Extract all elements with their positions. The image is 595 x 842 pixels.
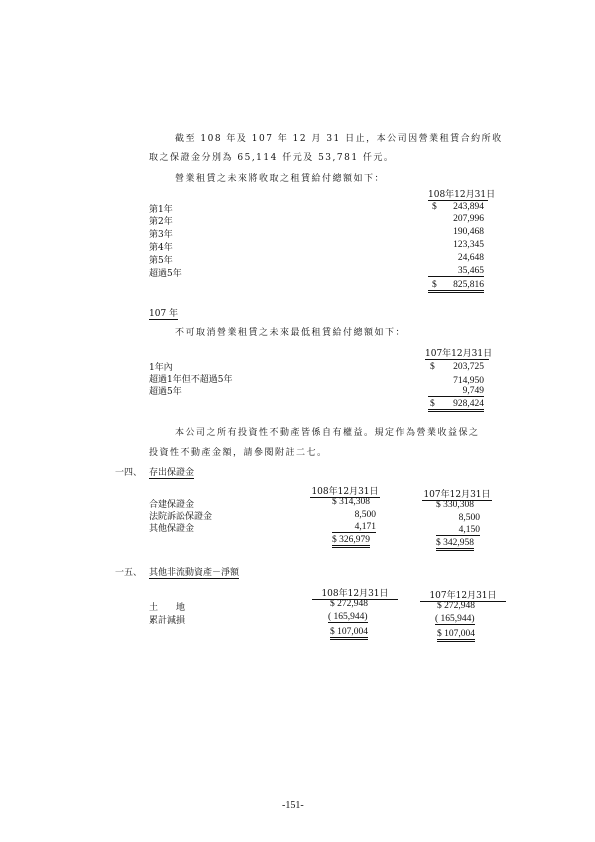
section-15-col2-header: 107年12月31日 bbox=[420, 588, 506, 602]
section-14-row-label: 其他保證金 bbox=[149, 524, 195, 534]
section-15-row-label: 累計減損 bbox=[149, 616, 186, 626]
future-row-label: 第5年 bbox=[149, 256, 173, 266]
future-row-label: 第3年 bbox=[149, 230, 173, 240]
section-15-row-v1: ( 165,944) bbox=[328, 612, 368, 622]
future-row-value: 123,345 bbox=[453, 240, 484, 250]
year107-row-label: 超過1年但不超過5年 bbox=[149, 375, 233, 385]
section-14-row-v2: $ 330,308 bbox=[436, 500, 474, 510]
year107-row-value: 9,749 bbox=[428, 386, 484, 397]
section-15-number: 一五、 bbox=[115, 568, 143, 578]
intro-line-2: 取之保證金分別為 65,114 仟元及 53,781 仟元。 bbox=[149, 153, 395, 163]
section-15-row-v2: ( 165,944) bbox=[435, 614, 475, 624]
future-row-label: 超過5年 bbox=[149, 269, 182, 279]
future-row-currency: $ bbox=[432, 202, 437, 212]
section-14-row-v2: 4,150 bbox=[436, 525, 480, 536]
section-14-total-2: $ 342,958 bbox=[436, 538, 474, 551]
section-14-total-1: $ 326,979 bbox=[332, 535, 370, 548]
future-row-value: 243,894 bbox=[453, 202, 484, 212]
year107-total-currency: $ bbox=[430, 399, 435, 409]
year107-heading: 107 年 bbox=[149, 306, 178, 320]
future-row-value: 24,648 bbox=[457, 253, 484, 263]
section-14-row-v2: 8,500 bbox=[458, 513, 480, 523]
section-14-row-v1: 8,500 bbox=[354, 510, 376, 520]
section-14-row-v1: 4,171 bbox=[332, 522, 376, 533]
section-15-row-label: 土 地 bbox=[149, 603, 186, 613]
year107-row-currency: $ bbox=[430, 362, 435, 372]
future-row-value: 35,465 bbox=[428, 266, 484, 277]
policy-line-2: 投資性不動產金額，請參閱附註二七。 bbox=[149, 448, 328, 458]
section-15-total-2: $ 107,004 bbox=[437, 629, 475, 642]
policy-line-1: 本公司之所有投資性不動產皆係自有權益。規定作為營業收益保之 bbox=[175, 428, 480, 438]
section-15-col1-header: 108年12月31日 bbox=[312, 586, 398, 600]
year107-row-label: 1年內 bbox=[149, 363, 173, 373]
year107-total-value: 928,424 bbox=[428, 399, 484, 412]
future-row-label: 第2年 bbox=[149, 217, 173, 227]
section-14-title: 存出保證金 bbox=[149, 465, 194, 479]
future-receipts-header: 108年12月31日 bbox=[428, 187, 488, 201]
future-row-value: 190,468 bbox=[453, 227, 484, 237]
section-14-number: 一四、 bbox=[115, 468, 143, 478]
year107-row-label: 超過5年 bbox=[149, 387, 182, 397]
section-14-row-label: 合建保證金 bbox=[149, 500, 195, 510]
intro-line-3: 營業租賃之未來將收取之租賃給付總額如下： bbox=[175, 174, 386, 184]
section-15-total-1: $ 107,004 bbox=[330, 627, 368, 640]
intro-line-1: 截至 108 年及 107 年 12 月 31 日止，本公司因營業租賃合約所收 bbox=[175, 134, 503, 144]
future-total-value: 825,816 bbox=[428, 280, 484, 293]
section-14-col1-header: 108年12月31日 bbox=[310, 484, 380, 498]
year107-row-value: 203,725 bbox=[453, 362, 484, 372]
future-row-label: 第1年 bbox=[149, 205, 173, 215]
section-15-title: 其他非流動資產－淨額 bbox=[149, 565, 239, 579]
year107-header: 107年12月31日 bbox=[425, 346, 489, 360]
section-15-row-v1: $ 272,948 bbox=[330, 599, 368, 609]
future-total-currency: $ bbox=[432, 280, 437, 290]
section-15-row-v2: $ 272,948 bbox=[437, 601, 475, 611]
section-14-row-v1: $ 314,308 bbox=[332, 497, 370, 507]
year107-description: 不可取消營業租賃之未來最低租賃給付總額如下： bbox=[175, 328, 407, 338]
section-14-row-label: 法院訴訟保證金 bbox=[149, 512, 213, 522]
section-14-col2-header: 107年12月31日 bbox=[422, 487, 492, 501]
future-row-label: 第4年 bbox=[149, 243, 173, 253]
year107-row-value: 714,950 bbox=[453, 376, 484, 386]
page-number: -151- bbox=[282, 800, 304, 811]
future-row-value: 207,996 bbox=[453, 214, 484, 224]
